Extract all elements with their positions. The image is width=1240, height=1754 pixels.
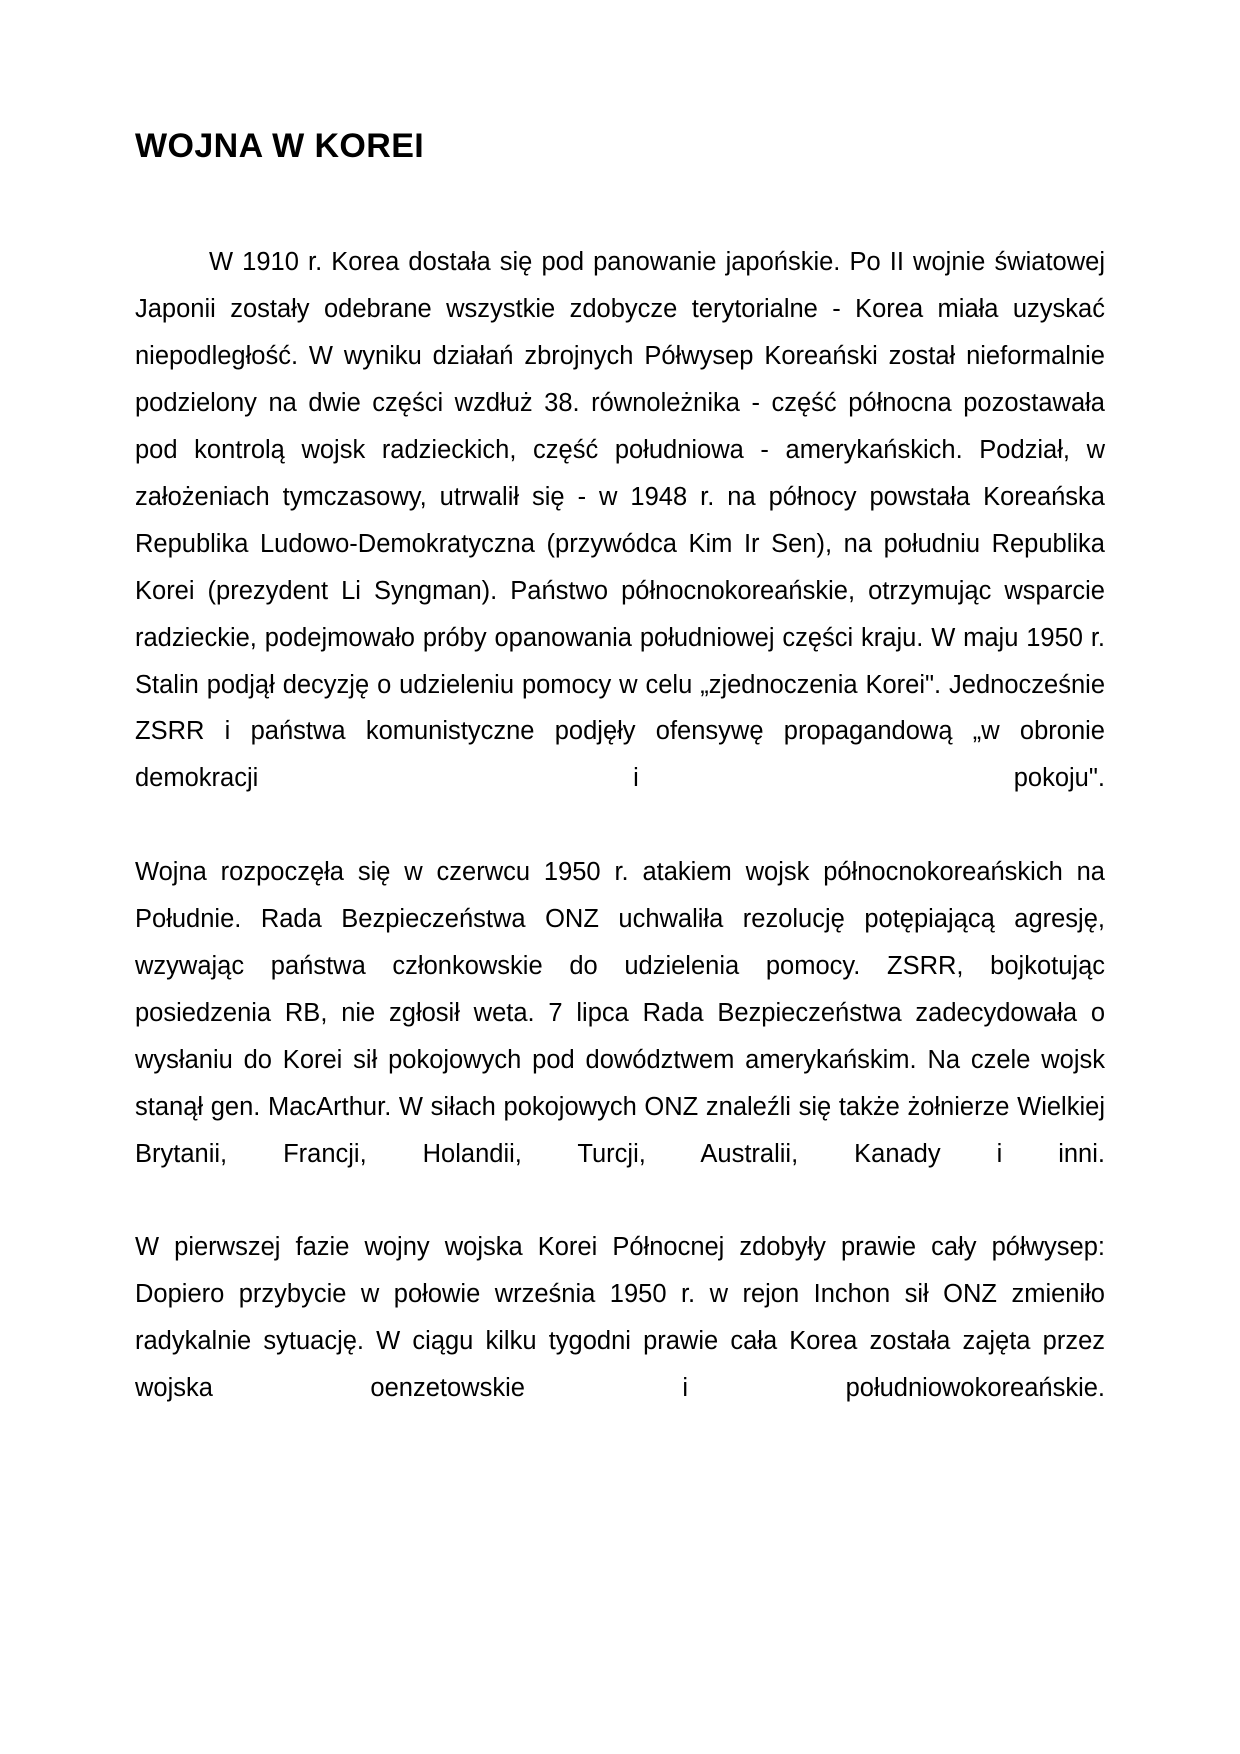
document-body xyxy=(135,239,1105,1459)
paragraph-2: Wojna rozpoczęła się w czerwcu 1950 r. atakiem wojsk północnokoreańskich na Południe. Rada Bezpieczeństwa ONZ uchwaliła rezolucję potępiającą agresję, wzywając państwa członkowskie do udzielenia pomocy. ZSRR, bojkotując posiedzenia RB, nie zgłosił weta. 7 lipca Rada Bezpieczeństwa zadecydowała o wysłaniu do Korei sił pokojowych pod dowództwem amerykańskim. Na czele wojsk stanął gen. MacArthur. W siłach pokojowych ONZ znaleźli się także żołnierze Wielkiej Brytanii, Francji, Holandii, Turcji, Australii, Kanady i inni. xyxy=(135,858,1105,1168)
paragraph-1: W 1910 r. Korea dostała się pod panowanie japońskie. Po II wojnie światowej Japonii zostały odebrane wszystkie zdobycze terytorialne - Korea miała uzyskać niepodległość. W wyniku działań zbrojnych Półwysep Koreański został nieformalnie podzielony na dwie części wzdłuż 38. równoleżnika - część północna pozostawała pod kontrolą wojsk radzieckich, część południowa - amerykańskich. Podział, w założeniach tymczasowy, utrwalił się - w 1948 r. na północy powstała Koreańska Republika Ludowo-Demokratyczna (przywódca Kim Ir Sen), na południu Republika Korei (prezydent Li Syngman). Państwo północnokoreańskie, otrzymując wsparcie radzieckie, podejmowało próby opanowania południowej części kraju. W maju 1950 r. Stalin podjął decyzję o udzieleniu pomocy w celu „zjednoczenia Korei". Jednocześnie ZSRR i państwa komunistyczne podjęły ofensywę propagandową „w obronie demokracji i pokoju". xyxy=(135,248,1105,793)
paragraph-3: W pierwszej fazie wojny wojska Korei Północnej zdobyły prawie cały półwysep: Dopiero przybycie w połowie września 1950 r. w rejon Inchon sił ONZ zmieniło radykalnie sytuację. W ciągu kilku tygodni prawie cała Korea została zajęta przez wojska oenzetowskie i południowokoreańskie. xyxy=(135,1233,1105,1403)
page-title: WOJNA W KOREI xyxy=(135,127,425,165)
